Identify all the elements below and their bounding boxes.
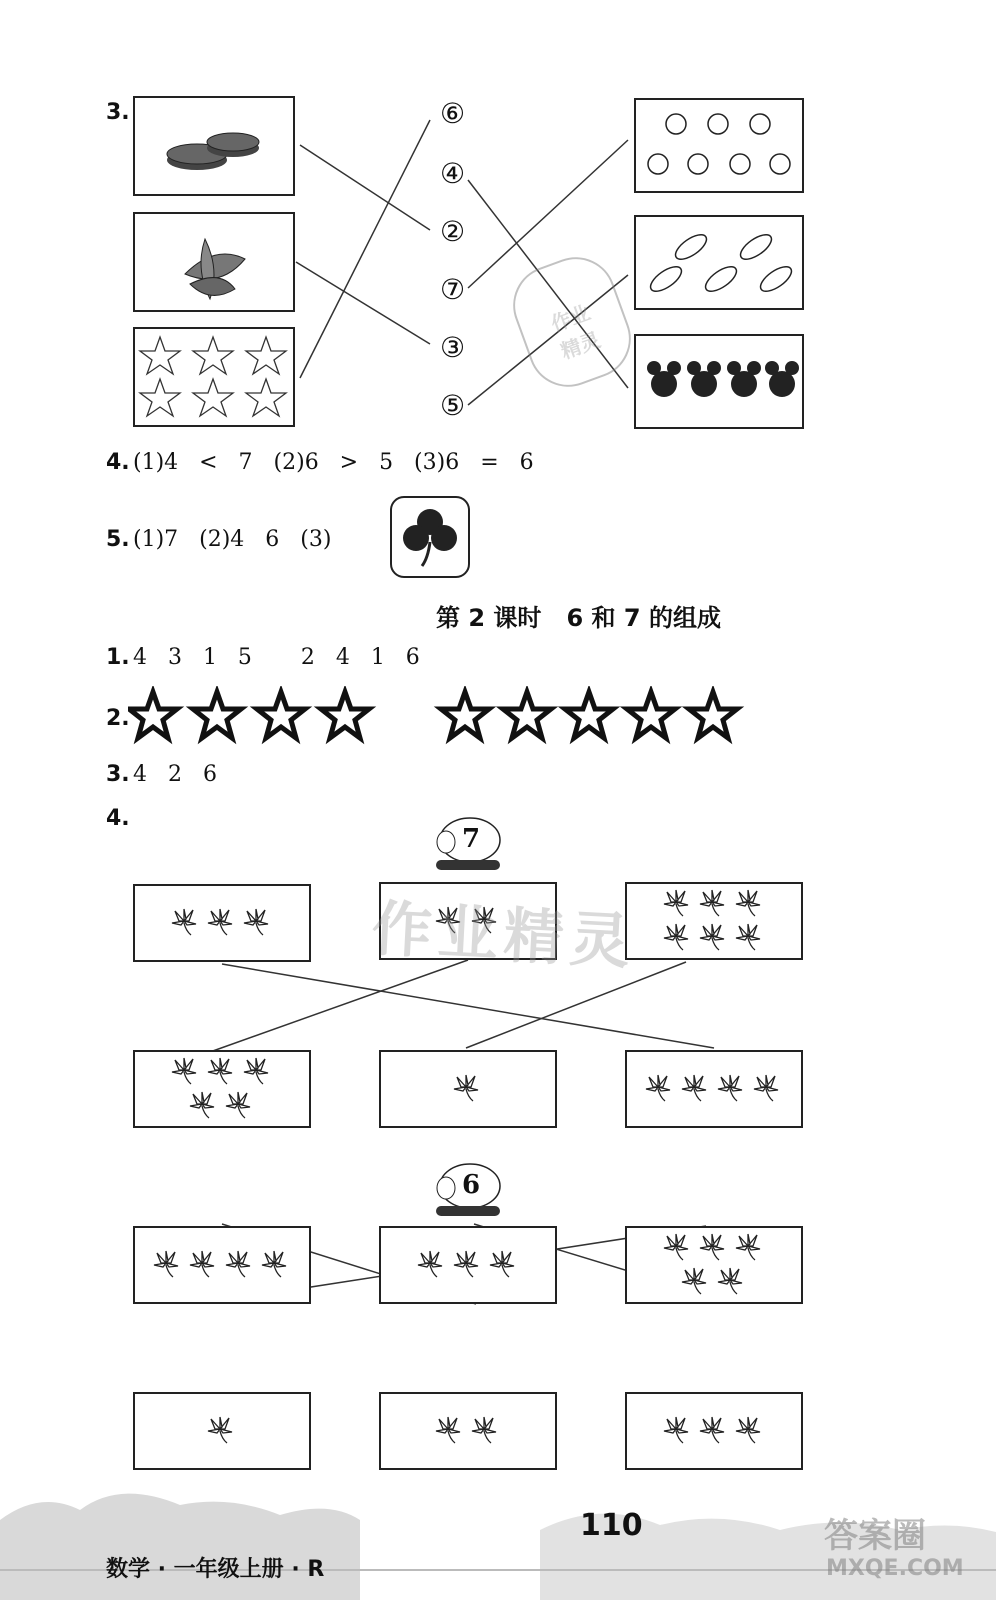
peapods-icon [135, 214, 293, 310]
lily-flower-icon [451, 1249, 485, 1281]
flower-box-5b [625, 1226, 803, 1304]
clover-box [390, 496, 470, 578]
lily-flower-icon [661, 1415, 695, 1447]
bunny-number-6: 6 [462, 1170, 481, 1200]
lily-flower-icon [241, 1056, 275, 1088]
lily-flower-icon [697, 1232, 731, 1264]
lesson-question-4-number: 4. [106, 806, 130, 831]
lily-flower-icon [697, 922, 731, 954]
flower-box-5 [133, 1050, 311, 1128]
question-5-answer: (1)7 (2)4 6 (3) [133, 527, 332, 552]
lily-flower-icon [733, 888, 767, 920]
lesson-question-3-answer: 4 2 6 [133, 762, 217, 787]
flower-group [627, 1228, 801, 1302]
lily-flower-icon [751, 1073, 785, 1105]
flower-box-2b [379, 1392, 557, 1470]
flower-box-1b [133, 1392, 311, 1470]
circled-number-4: ④ [440, 157, 466, 190]
lily-flower-icon [487, 1249, 521, 1281]
star-row [128, 686, 768, 746]
lily-flower-icon [733, 922, 767, 954]
lily-flower-icon [223, 1090, 257, 1122]
site-url-watermark: MXQE.COM [826, 1556, 964, 1581]
star-icon [441, 692, 489, 738]
question-3-number: 3. [106, 100, 130, 125]
lily-flower-icon [643, 1073, 677, 1105]
star-icon [321, 692, 369, 738]
page-watermark: 作业精灵 [370, 894, 638, 978]
question-4-number: 4. [106, 450, 130, 475]
flower-box-3b2 [625, 1392, 803, 1470]
clover-icon [392, 498, 468, 576]
circled-number-7: ⑦ [440, 273, 466, 306]
flower-group [627, 1052, 801, 1126]
star-icon [193, 692, 241, 738]
lily-flower-icon [679, 1266, 713, 1298]
lily-flower-icon [733, 1232, 767, 1264]
flower-box-4 [625, 1050, 803, 1128]
lily-flower-icon [451, 1073, 485, 1105]
lily-flower-icon [661, 888, 695, 920]
lily-flower-icon [205, 1415, 239, 1447]
flower-group [381, 1394, 555, 1468]
lily-flower-icon [187, 1090, 221, 1122]
lily-flower-icon [661, 922, 695, 954]
site-watermark: 答案圈 [824, 1516, 926, 1556]
bunny-sign-7 [426, 812, 506, 874]
cakes-icon [135, 98, 293, 194]
lily-flower-icon [205, 1056, 239, 1088]
bunny-number-7: 7 [462, 824, 481, 854]
flower-group [381, 1052, 555, 1126]
fish-icon [636, 217, 802, 308]
lesson-title: 第 2 课时 6 和 7 的组成 [436, 604, 721, 632]
circled-number-6: ⑥ [440, 97, 466, 130]
lily-flower-icon [169, 907, 203, 939]
star-icon [503, 692, 551, 738]
picture-box-fish [634, 215, 804, 310]
flower-group [135, 1394, 309, 1468]
page-number: 110 [580, 1508, 643, 1543]
lily-flower-icon [697, 888, 731, 920]
picture-box-chicks [634, 98, 804, 193]
lesson-question-1-answer: 4 3 1 5 2 4 1 6 [133, 645, 420, 670]
flower-group [135, 886, 309, 960]
picture-box-stars [133, 327, 295, 427]
lily-flower-icon [469, 1415, 503, 1447]
circled-number-3: ③ [440, 331, 466, 364]
picture-box-mice [634, 334, 804, 429]
flower-box-3 [133, 884, 311, 962]
footer-subject: 数学 · 一年级上册 · R [106, 1557, 325, 1582]
mice-icon [636, 336, 802, 427]
lily-flower-icon [415, 1249, 449, 1281]
flower-box-6 [625, 882, 803, 960]
flower-box-4b [133, 1226, 311, 1304]
circled-number-5: ⑤ [440, 389, 466, 422]
flower-group [135, 1228, 309, 1302]
flower-group [381, 1228, 555, 1302]
question-4-answer: (1)4 < 7 (2)6 > 5 (3)6 = 6 [133, 450, 534, 475]
star-icon [689, 692, 737, 738]
lesson-question-1-number: 1. [106, 645, 130, 670]
lily-flower-icon [433, 1415, 467, 1447]
lesson-question-2-number: 2. [106, 706, 130, 731]
chicks-icon [636, 100, 802, 191]
bunny-sign-6 [426, 1158, 506, 1220]
flower-group [135, 1052, 309, 1126]
lily-flower-icon [169, 1056, 203, 1088]
lily-flower-icon [697, 1415, 731, 1447]
flower-group [627, 1394, 801, 1468]
lily-flower-icon [187, 1249, 221, 1281]
flower-group [627, 884, 801, 958]
lily-flower-icon [715, 1073, 749, 1105]
stamp-watermark: 作业 精灵 [502, 246, 642, 398]
lily-flower-icon [733, 1415, 767, 1447]
star-figures-icon [135, 329, 293, 425]
star-icon [627, 692, 675, 738]
picture-box-peapods [133, 212, 295, 312]
flower-box-1 [379, 1050, 557, 1128]
lily-flower-icon [151, 1249, 185, 1281]
circled-number-2: ② [440, 215, 466, 248]
lily-flower-icon [715, 1266, 749, 1298]
lily-flower-icon [679, 1073, 713, 1105]
lily-flower-icon [661, 1232, 695, 1264]
lily-flower-icon [259, 1249, 293, 1281]
star-icon [565, 692, 613, 738]
picture-box-cakes [133, 96, 295, 196]
question-5-number: 5. [106, 527, 130, 552]
lily-flower-icon [241, 907, 275, 939]
lily-flower-icon [205, 907, 239, 939]
lily-flower-icon [223, 1249, 257, 1281]
lesson-question-3-number: 3. [106, 762, 130, 787]
star-icon [257, 692, 305, 738]
star-icon [129, 692, 177, 738]
flower-box-3b [379, 1226, 557, 1304]
